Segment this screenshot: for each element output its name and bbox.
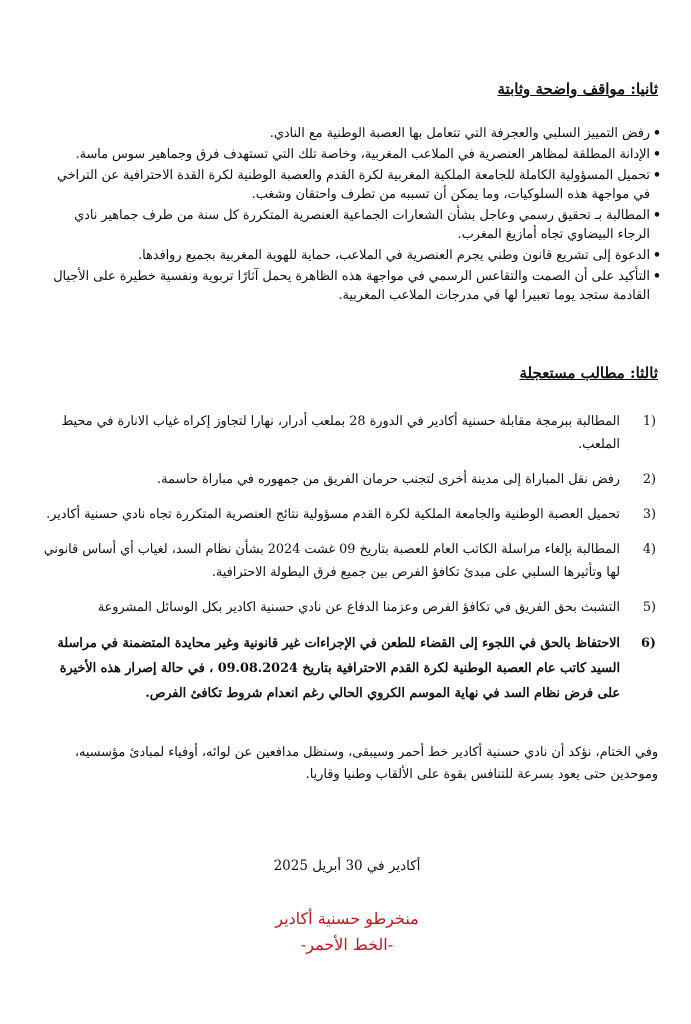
item-number: 5): [642, 600, 656, 615]
item-text: رفض نقل المباراة إلى مدينة أخرى لتجنب حرمان الفريق من جمهوره في مباراة حاسمة.: [157, 472, 620, 487]
section-2-title: ثانيا: مواقف واضحة وثابتة: [497, 80, 658, 98]
list-item: • المطالبة بـ تحقيق رسمي وعاجل بشأن الشعارات الجماعية العنصرية المتكررة كل سنة من طرف جماهير نادي الرجاء البيضاوي تجاه أمازيغ المغرب.: [38, 206, 658, 244]
section-3-title: ثالثا: مطالب مستعجلة: [519, 364, 658, 382]
date-line: أكادير في 30 أبريل 2025: [273, 858, 421, 874]
list-item: • التأكيد على أن الصمت والتقاعس الرسمي في مواجهة هذه الظاهرة يحمل آثارًا تربوية ونفسية خطيرة على الأجيال القادمة ستجد يوما تعبيرا لها في مدرجات الملاعب المغربية.: [38, 267, 658, 305]
list-item: [36, 410, 658, 456]
closing-paragraph: وفي الختام، نؤكد أن نادي حسنية أكادير خط أحمر وسيبقى، وسنظل مدافعين عن لوائه، أوفياء لمبادئ مؤسسيه، وموحدين حتى يعود بسرعة للتنافس بقوة على الألقاب وطنيا وقاريا.: [74, 745, 658, 782]
list-item: [36, 503, 658, 526]
list-item: [36, 596, 658, 619]
item-text: المطالبة بإلغاء مراسلة الكاتب العام للعصبة بتاريخ 09 غشت 2024 بشأن نظام السد، لغياب أي أساس قانوني لها وتأثيرها السلبي على مبدئ تكافؤ الفرص بين جميع فرق البطولة الاحترافية.: [43, 542, 620, 580]
list-item: [36, 468, 658, 491]
list-item: • رفض التمييز السلبي والعجرفة التي تتعامل بها العصبة الوطنية مع النادي.: [38, 124, 658, 143]
section-3-demand-list: [36, 410, 658, 718]
signature-line-1: منخرطو حسنية أكادير: [275, 909, 419, 928]
item-number: 3): [642, 507, 656, 522]
signature: [36, 906, 658, 958]
list-item: • تحميل المسؤولية الكاملة للجامعة الملكية المغربية لكرة القدم والعصبة الوطنية لكرة القدة الاحترافية عن التراخي في مواجهة هذه السلوكيات، وما يمكن أن تسببه من تطرف واحتقان وشغب.: [38, 166, 658, 204]
item-text: تحميل العصبة الوطنية والجامعة الملكية لكرة القدم مسؤولية نتائج العنصرية المتكررة تجاه نادي حسنية أكادير.: [46, 507, 620, 522]
section-2-bullet-list: [38, 124, 658, 307]
list-item: [36, 538, 658, 584]
signature-line-2: -الخط الأحمر-: [300, 935, 394, 954]
item-text: التشبث بحق الفريق في تكافؤ الفرص وعزمنا الدفاع عن نادي حسنية اكادير بكل الوسائل المشروعة: [97, 600, 620, 615]
item-number: 4): [642, 542, 656, 557]
item-text: الاحتفاظ بالحق في اللجوء إلى القضاء للطعن في الإجراءات غير قانونية وغير محايدة المتضمنة في مراسلة السيد كاتب عام العصبة الوطنية لكرة القدم الاحترافية بتاريخ 09.08.2024 ، في حالة إصرار هذه الأخيرة على فرض نظام السد في نهاية الموسم الكروي الحالي رغم انعدام شروط تكافئ الفرص.: [57, 636, 620, 701]
list-item: • الدعوة إلى تشريع قانون وطني يجرم العنصرية في الملاعب، حماية للهوية المغربية بجميع روافدها.: [38, 246, 658, 265]
item-text: المطالبة ببرمجة مقابلة حسنية أكادير في الدورة 28 بملعب أدرار، نهارا لتجاوز إكراه غياب الانارة في محيط الملعب.: [61, 414, 620, 452]
list-item: • الإدانة المطلقة لمظاهر العنصرية في الملاعب المغربية، وخاصة تلك التي تستهدف فرق وجماهير سوس ماسة.: [38, 145, 658, 164]
item-number: 6): [641, 636, 656, 651]
document-page: [36, 0, 658, 1024]
list-item: [36, 631, 658, 706]
item-number: 2): [642, 472, 656, 487]
item-number: 1): [642, 414, 656, 429]
